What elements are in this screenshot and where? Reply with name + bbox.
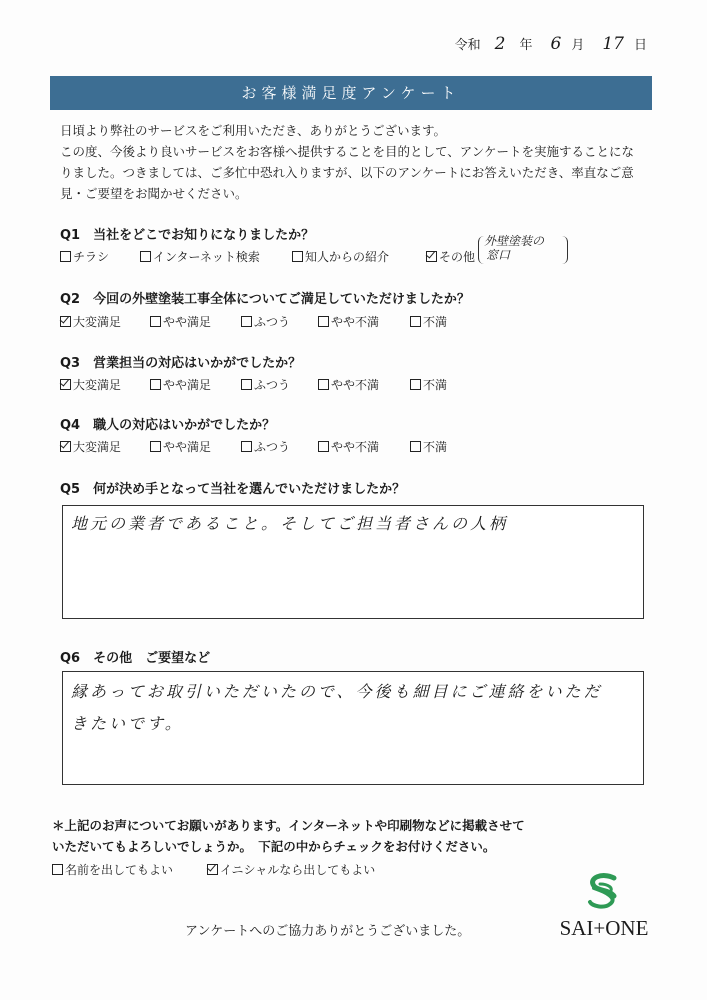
intro-line: りました。つきましては、ご多忙中恐れ入りますが、以下のアンケートにお答えいただき、率直なご意 xyxy=(60,165,634,180)
q6-answer-line: きたいです。 xyxy=(71,714,184,733)
checkbox[interactable] xyxy=(150,441,161,452)
q3-option[interactable]: 大変満足 xyxy=(60,376,121,393)
q2-option[interactable]: ふつう xyxy=(241,313,290,330)
year-value: 2 xyxy=(494,34,506,54)
q4-option[interactable]: 大変満足 xyxy=(60,438,121,455)
checkbox[interactable] xyxy=(241,441,252,452)
checkbox[interactable] xyxy=(150,316,161,327)
day-value: 17 xyxy=(602,34,624,54)
checkbox[interactable] xyxy=(318,441,329,452)
checkbox[interactable] xyxy=(60,441,71,452)
checkbox[interactable] xyxy=(60,379,71,390)
q3-option[interactable]: やや満足 xyxy=(150,376,211,393)
checkbox[interactable] xyxy=(140,251,151,262)
q6-question: Q6 その他 ご要望など xyxy=(60,651,211,666)
logo-mark-icon xyxy=(580,872,628,912)
q1-option[interactable]: その他 xyxy=(426,248,475,265)
q3-question: Q3 営業担当の対応はいかがでしたか？ xyxy=(60,356,302,371)
checkbox[interactable] xyxy=(318,379,329,390)
q1-options xyxy=(60,248,660,268)
q5-question: Q5 何が決め手となって当社を選んでいただけましたか？ xyxy=(60,482,406,497)
q1-other-note: 外壁塗装の 窓口 xyxy=(484,234,545,262)
q4-option[interactable]: やや不満 xyxy=(318,438,379,455)
q4-option[interactable]: やや満足 xyxy=(150,438,211,455)
q5-answer-box[interactable] xyxy=(62,505,644,619)
intro-line: 日頃より弊社のサービスをご利用いただき、ありがとうございます。 xyxy=(60,123,447,138)
q5-answer-text: 地元の業者であること。そしてご担当者さんの人柄 xyxy=(71,514,509,533)
publication-request: ＊上記のお声についてお願いがあります。インターネットや印刷物などに掲載させて いただいてもよろしいでしょうか。 下記の中からチェックをお付けください。 xyxy=(52,818,525,854)
q2-option[interactable]: やや不満 xyxy=(318,313,379,330)
q3-option[interactable]: 不満 xyxy=(410,376,447,393)
q2-options xyxy=(60,313,660,333)
era-label: 令和 xyxy=(454,38,481,53)
q4-option[interactable]: ふつう xyxy=(241,438,290,455)
logo-wordmark: SAI+ONE xyxy=(559,916,649,940)
day-unit: 日 xyxy=(633,38,647,53)
q3-option[interactable]: ふつう xyxy=(241,376,290,393)
consent-options xyxy=(52,861,512,881)
q6-answer-line: 縁あってお取引いただいたので、今後も細目にご連絡をいただ xyxy=(71,682,603,701)
checkbox[interactable] xyxy=(410,316,421,327)
checkbox[interactable] xyxy=(241,379,252,390)
q4-question: Q4 職人の対応はいかがでしたか？ xyxy=(60,418,276,433)
checkbox[interactable] xyxy=(60,316,71,327)
checkbox[interactable] xyxy=(410,441,421,452)
month-unit: 月 xyxy=(571,38,585,53)
consent-option-name[interactable]: 名前を出してもよい xyxy=(52,861,173,878)
checkbox[interactable] xyxy=(426,251,437,262)
checkbox[interactable] xyxy=(52,864,63,875)
checkbox[interactable] xyxy=(150,379,161,390)
survey-title-banner: お客様満足度アンケート xyxy=(50,76,652,110)
q1-option[interactable]: インターネット検索 xyxy=(140,248,260,265)
company-logo xyxy=(556,872,652,941)
q2-option[interactable]: 不満 xyxy=(410,313,447,330)
q3-option[interactable]: やや不満 xyxy=(318,376,379,393)
checkbox[interactable] xyxy=(207,864,218,875)
checkbox[interactable] xyxy=(241,316,252,327)
checkbox[interactable] xyxy=(60,251,71,262)
date-line xyxy=(455,34,647,54)
checkbox[interactable] xyxy=(410,379,421,390)
intro-text xyxy=(60,120,650,204)
q2-option[interactable]: 大変満足 xyxy=(60,313,121,330)
q3-options xyxy=(60,376,660,396)
paren-open xyxy=(478,236,484,264)
q1-question: Q1 当社をどこでお知りになりましたか？ xyxy=(60,228,315,243)
checkbox[interactable] xyxy=(318,316,329,327)
month-value: 6 xyxy=(550,34,562,54)
q4-option[interactable]: 不満 xyxy=(410,438,447,455)
q4-options xyxy=(60,438,660,458)
q2-option[interactable]: やや満足 xyxy=(150,313,211,330)
q6-answer-box[interactable] xyxy=(62,671,644,785)
intro-line: 見・ご要望をお聞かせください。 xyxy=(60,186,248,201)
q1-option[interactable]: 知人からの紹介 xyxy=(292,248,389,265)
intro-line: この度、今後より良いサービスをお客様へ提供することを目的として、アンケートを実施することにな xyxy=(60,144,635,159)
thanks-message: アンケートへのご協力ありがとうございました。 xyxy=(185,924,471,939)
checkbox[interactable] xyxy=(292,251,303,262)
consent-option-initials[interactable]: イニシャルなら出してもよい xyxy=(207,861,375,878)
q2-question: Q2 今回の外壁塗装工事全体についてご満足していただけましたか？ xyxy=(60,292,470,307)
paren-close xyxy=(562,236,568,264)
year-unit: 年 xyxy=(519,38,533,53)
q1-option[interactable]: チラシ xyxy=(60,248,109,265)
